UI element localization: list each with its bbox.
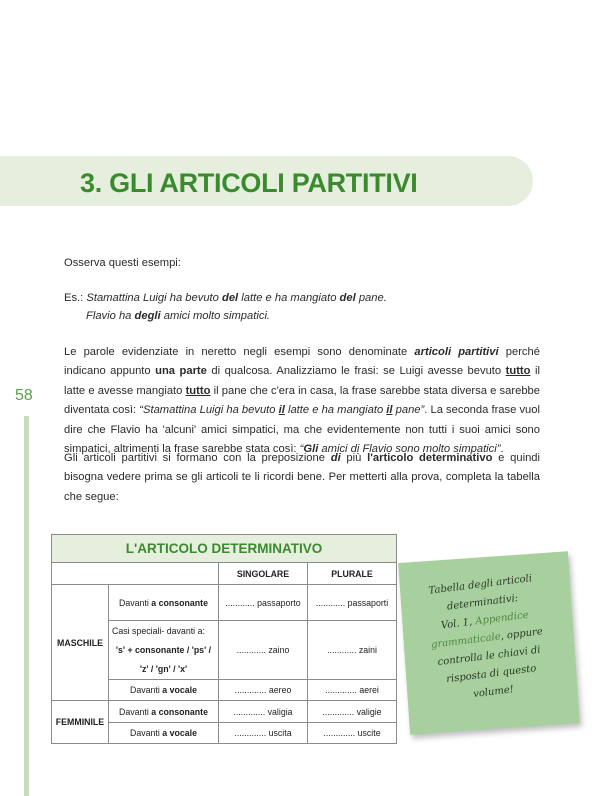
- note-highlight: grammaticale: [430, 631, 502, 651]
- para-text: .: [500, 443, 504, 456]
- para-bold: l'articolo determinativo: [367, 452, 493, 464]
- context-bold: 'z' / 'gn' / 'x': [139, 663, 188, 674]
- example-text: Stamattina Luigi ha bevuto: [86, 292, 222, 304]
- para-underlined: il: [278, 404, 285, 417]
- para-text: più: [340, 452, 368, 464]
- context-cell: [109, 680, 219, 701]
- context-cell: [109, 723, 219, 744]
- para-text: Le parole evidenziate in neretto negli esempi sono denominate: [64, 346, 415, 358]
- example-bold: degli: [134, 310, 161, 322]
- blank-singular: ............ zaino: [219, 621, 308, 680]
- blank-plural: ............. valigie: [308, 701, 397, 723]
- context-text: Davanti: [119, 597, 152, 608]
- para-bold: articoli partitivi: [414, 346, 499, 358]
- sticky-note-text: [411, 568, 563, 710]
- table-empty-corner: [52, 563, 219, 585]
- para-text: . La seconda frase vuol dire che Flavio ha 'alcuni' amici simpatici, ma che evidentemente non tutti i suoi amici sono simpatici, altrimenti la frase sarebbe stata così:: [64, 404, 540, 456]
- side-bar-decoration: [24, 416, 29, 796]
- table-row: [52, 701, 397, 723]
- example-text: latte e ha mangiato: [238, 292, 340, 304]
- para-text: il latte e avesse mangiato: [64, 365, 540, 397]
- context-bold: 's' + consonante / 'ps' /: [115, 644, 212, 655]
- blank-singular: ............. uscita: [219, 723, 308, 744]
- example-text: amici molto simpatici.: [160, 310, 271, 322]
- context-text: Davanti: [119, 706, 152, 717]
- context-cell: [109, 621, 219, 680]
- paragraph-instructions: [64, 449, 540, 507]
- para-italic: “Stamattina Luigi ha bevuto: [139, 404, 279, 417]
- context-bold: a consonante: [151, 706, 208, 717]
- context-bold: a consonante: [151, 597, 208, 608]
- example-bold: del: [221, 292, 239, 304]
- para-underlined: il: [386, 404, 393, 417]
- note-line: volume!: [472, 684, 515, 701]
- column-plural: PLURALE: [308, 563, 397, 585]
- para-text: il pane che c'era in casa, la frase sarebbe stata diversa e sarebbe diventata così:: [64, 384, 540, 417]
- table-row: [52, 585, 397, 621]
- para-text: e quindi bisogna vedere prima se gli articoli te li ricordi bene. Per metterti alla prova, completa la tabella che segue:: [64, 452, 540, 503]
- context-text: Casi speciali- davanti a:: [112, 625, 205, 636]
- example-text: pane.: [355, 292, 387, 304]
- context-bold: a vocale: [162, 728, 197, 738]
- blank-plural: ............ zaini: [308, 621, 397, 680]
- para-text: di qualcosa. Analizziamo le frasi: se Luigi avesse bevuto: [206, 365, 506, 378]
- articles-table: [51, 534, 397, 744]
- blank-singular: ............ passaporto: [219, 585, 308, 621]
- para-bold: di: [330, 452, 341, 464]
- context-cell: [109, 701, 219, 723]
- gender-feminine: FEMMINILE: [52, 701, 109, 744]
- para-italic: pane”: [392, 404, 425, 417]
- example-bold: del: [339, 292, 356, 304]
- para-italic: “: [299, 443, 304, 456]
- context-bold: a vocale: [162, 685, 197, 695]
- blank-plural: ............. uscite: [308, 723, 397, 744]
- note-line: controlla le chiavi di: [437, 644, 542, 669]
- blank-plural: ............. aerei: [308, 680, 397, 701]
- blank-singular: ............. valigia: [219, 701, 308, 723]
- chapter-title: 3. GLI ARTICOLI PARTITIVI: [80, 168, 418, 198]
- context-cell: [109, 585, 219, 621]
- page-number: 58: [15, 387, 33, 404]
- para-text: perché indicano appunto: [64, 346, 540, 378]
- column-singular: SINGOLARE: [219, 563, 308, 585]
- blank-singular: ............. aereo: [219, 680, 308, 701]
- example-1: [64, 289, 540, 307]
- example-text: Flavio ha: [86, 310, 135, 322]
- para-underlined: tutto: [505, 365, 531, 378]
- para-bold: Gli: [303, 443, 319, 456]
- note-line: Vol. 1,: [440, 616, 477, 632]
- para-bold: una parte: [155, 365, 207, 378]
- blank-plural: ............ passaporti: [308, 585, 397, 621]
- note-highlight: Appendice: [474, 609, 530, 628]
- note-line: determinativi:: [446, 592, 519, 613]
- gender-masculine: MASCHILE: [52, 585, 109, 701]
- para-text: Gli articoli partitivi si formano con la preposizione: [64, 452, 331, 464]
- context-text: Davanti: [129, 728, 163, 738]
- note-line: risposta di questo: [445, 663, 537, 686]
- para-underlined: tutto: [185, 384, 211, 397]
- example-2: [86, 307, 526, 325]
- context-text: Davanti: [129, 685, 163, 695]
- para-italic: latte e ha mangiato: [284, 404, 387, 417]
- para-italic: amici di Flavio sono molto simpatici”: [318, 443, 501, 456]
- intro-line: Osserva questi esempi:: [64, 257, 181, 269]
- paragraph-explanation: [64, 343, 540, 459]
- note-line: , oppure: [499, 626, 544, 643]
- table-title: L'ARTICOLO DETERMINATIVO: [52, 535, 397, 563]
- example-prefix: Es.:: [64, 292, 87, 304]
- note-line: Tabella degli articoli: [428, 573, 533, 597]
